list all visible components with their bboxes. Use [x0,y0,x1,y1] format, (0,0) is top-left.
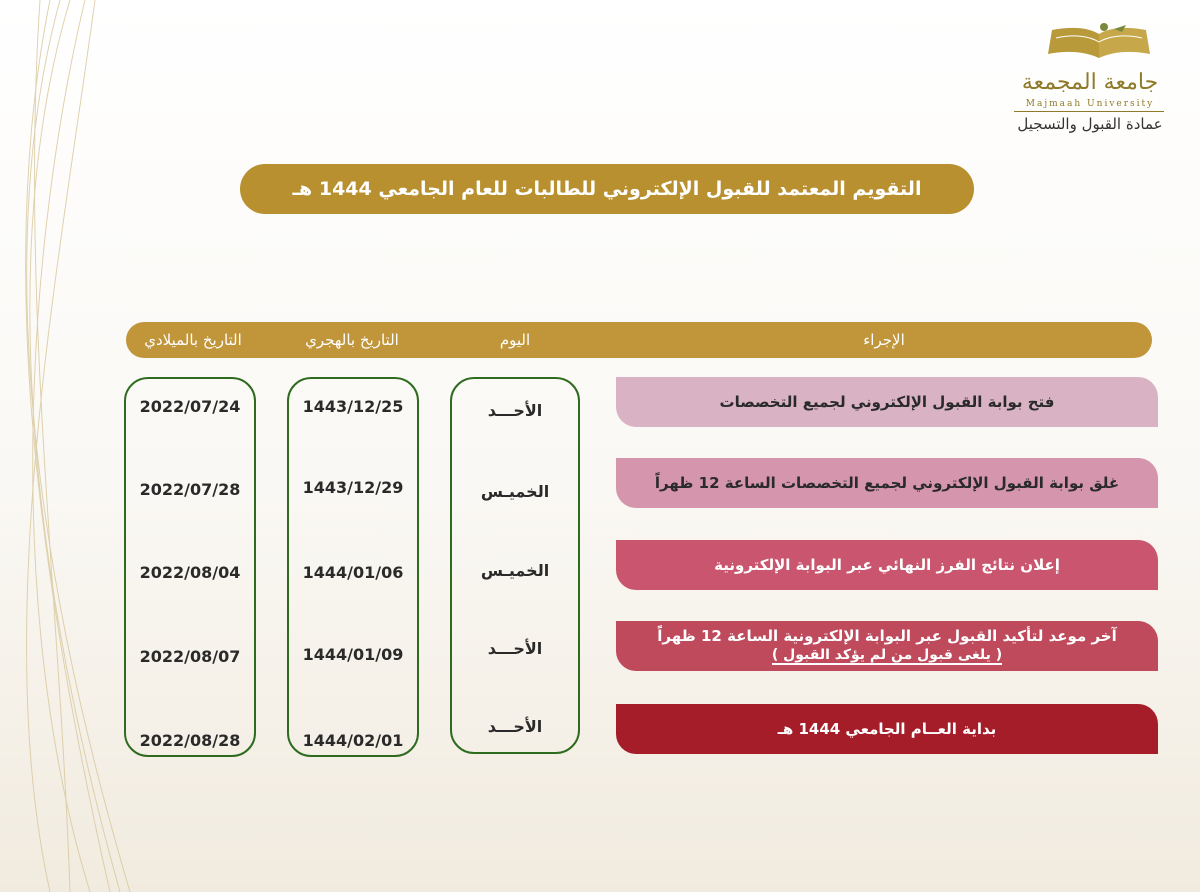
hijri-date: 1444/01/06 [302,563,404,582]
gregorian-date: 2022/07/24 [139,397,241,416]
action-text: غلق بوابة القبول الإلكتروني لجميع التخصصات الساعة 12 ظهراً [654,474,1120,492]
decorative-lines [0,0,140,892]
university-logo [1014,20,1184,133]
action-text: بداية العــام الجامعي 1444 هـ [777,720,997,738]
action-note: ( يلغى قبول من لم يؤكد القبول ) [771,647,1003,663]
hijri-date: 1443/12/25 [302,397,404,416]
logo-name-arabic: جامعة المجمعة [1021,70,1159,95]
header-day: اليوم [499,331,531,349]
logo-divider [1014,111,1164,112]
gregorian-date: 2022/07/28 [139,480,241,499]
hijri-date: 1444/01/09 [302,645,404,664]
day-name: الخميـس [480,561,550,580]
logo-department: عمادة القبول والتسجيل [1017,115,1163,133]
header-gregorian: التاريخ بالميلادي [144,331,242,349]
page-title: التقويم المعتمد للقبول الإلكتروني للطالبات للعام الجامعي 1444 هـ [240,164,974,214]
hijri-date: 1444/02/01 [302,731,404,750]
gregorian-date: 2022/08/04 [139,563,241,582]
gregorian-date: 2022/08/28 [139,731,241,750]
action-item [616,458,1158,508]
action-item [616,704,1158,754]
action-text: إعلان نتائج الفرز النهائي عبر البوابة الإلكترونية [714,556,1060,574]
table-header [126,322,1152,358]
action-text: فتح بوابة القبول الإلكتروني لجميع التخصصات [719,393,1055,411]
action-text: آخر موعد لتأكيد القبول عبر البوابة الإلكترونية الساعة 12 ظهراً [657,627,1117,645]
action-item [616,540,1158,590]
day-name: الخميـس [480,482,550,501]
day-name: الأحـــد [487,639,543,658]
action-item [616,377,1158,427]
logo-name-english: Majmaah University [1025,99,1155,109]
day-name: الأحـــد [487,401,543,420]
header-hijri: التاريخ بالهجري [305,331,399,349]
hijri-date: 1443/12/29 [302,478,404,497]
action-item [616,621,1158,671]
day-name: الأحـــد [487,717,543,736]
open-book-emblem-icon [1044,20,1154,66]
header-action: الإجراء [863,331,905,349]
gregorian-date: 2022/08/07 [139,647,241,666]
